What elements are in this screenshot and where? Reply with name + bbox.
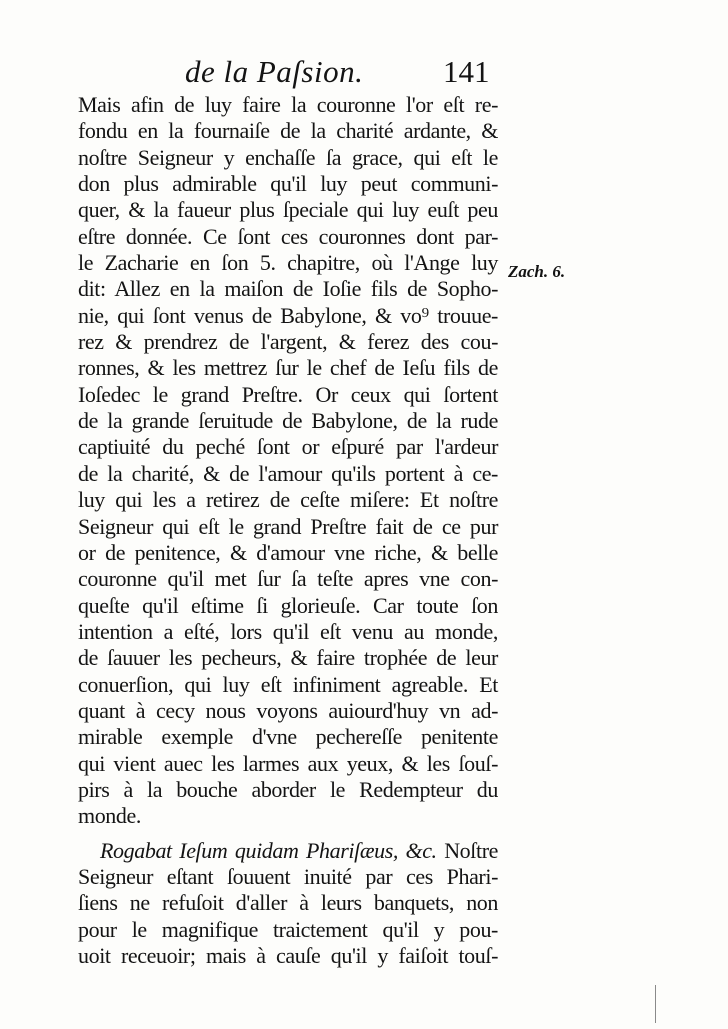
text-line: pirs à la bouche aborder le Redempteur du	[78, 776, 498, 802]
text-line: ſiens ne refuſoit d'aller à leurs banquets, non	[78, 890, 498, 916]
text-line: Seigneur eſtant ſouuent inuité par ces Phari-	[78, 863, 498, 889]
text-line: dit: Allez en la maiſon de Ioſie fils de Sopho-	[78, 276, 498, 302]
text-line: qui vient auec les larmes aux yeux, & les ſouſ-	[78, 750, 498, 776]
text-line: de la charité, & de l'amour qu'ils portent à ce-	[78, 460, 498, 486]
text-line: rez & prendrez de l'argent, & ferez des cou-	[78, 329, 498, 355]
paragraph-opening-line	[78, 838, 498, 864]
text-line: nie, qui ſont venus de Babylone, & vo⁹ trouue-	[78, 302, 498, 328]
margin-note: Zach. 6.	[508, 262, 566, 281]
opening-line-rest: Noſtre	[444, 837, 498, 863]
latin-incipit: Rogabat Ieſum quidam Phariſæus, &c.	[100, 837, 437, 863]
text-line: couronne qu'il met ſur ſa teſte apres vne con-	[78, 566, 498, 592]
page-number: 141	[443, 54, 490, 89]
text-line: de la grande ſeruitude de Babylone, de la rude	[78, 408, 498, 434]
page-edge-shadow	[655, 985, 656, 1023]
running-title: de la Paſsion.	[185, 54, 364, 89]
text-line: intention a eſté, lors qu'il eſt venu au monde,	[78, 618, 498, 644]
text-line: Seigneur qui eſt le grand Preſtre fait de ce pur	[78, 513, 498, 539]
text-line: captiuité du peché ſont or eſpuré par l'ardeur	[78, 434, 498, 460]
text-line: or de penitence, & d'amour vne riche, & belle	[78, 539, 498, 565]
text-line: don plus admirable qu'il luy peut communi-	[78, 171, 498, 197]
text-line: quer, & la faueur plus ſpeciale qui luy euſt peu	[78, 197, 498, 223]
text-line: Ioſedec le grand Preſtre. Or ceux qui ſortent	[78, 381, 498, 407]
text-line: quant à cecy nous voyons auiourd'huy vn ad-	[78, 697, 498, 723]
text-line: de ſauuer les pecheurs, & faire trophée de leur	[78, 645, 498, 671]
text-line: mirable exemple d'vne pechereſſe penitente	[78, 724, 498, 750]
text-line: le Zacharie en ſon 5. chapitre, où l'Ange luy	[78, 250, 498, 276]
text-line: uoit receuoir; mais à cauſe qu'il y faiſoit touſ-	[78, 943, 498, 968]
text-line: pour le magnifique traictement qu'il y pou-	[78, 916, 498, 942]
body-text	[78, 92, 498, 969]
text-line: ronnes, & les mettrez ſur le chef de Ieſu fils de	[78, 355, 498, 381]
text-line: monde.	[78, 803, 141, 829]
text-line: fondu en la fournaiſe de la charité ardante, &	[78, 118, 498, 144]
text-line: conuerſion, qui luy eſt infiniment agreable. Et	[78, 671, 498, 697]
text-line: noſtre Seigneur y enchaſſe ſa grace, qui eſt le	[78, 144, 498, 170]
text-line: eſtre donnée. Ce ſont ces couronnes dont par-	[78, 223, 498, 249]
text-line: Mais afin de luy faire la couronne l'or eſt re-	[78, 92, 498, 117]
text-line: queſte qu'il eſtime ſi glorieuſe. Car toute ſon	[78, 592, 498, 618]
text-line: luy qui les a retirez de ceſte miſere: Et noſtre	[78, 487, 498, 513]
